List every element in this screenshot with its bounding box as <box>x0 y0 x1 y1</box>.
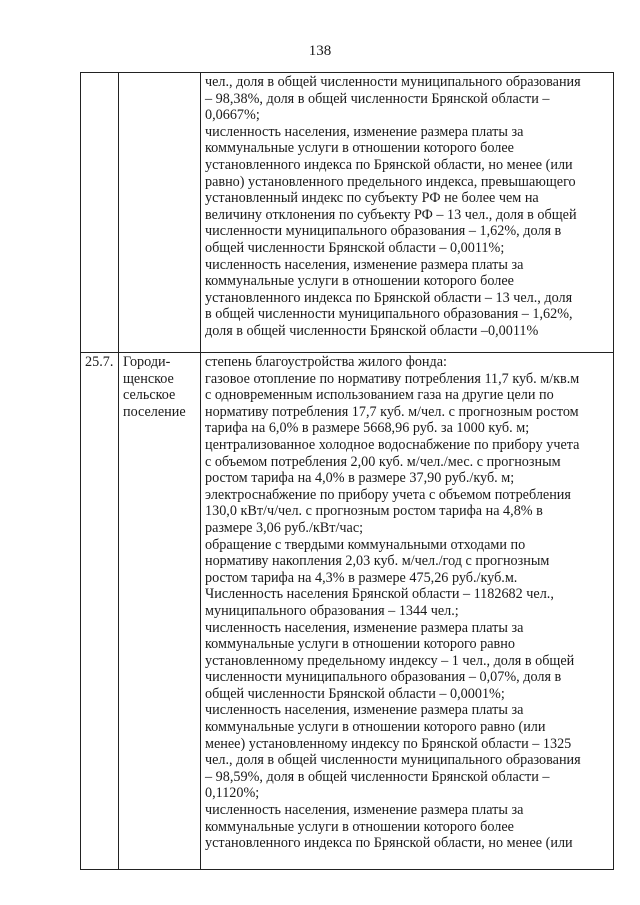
text-line: установленного индекса по Брянской области, но менее (или <box>205 156 573 173</box>
text-line: нормативу потребления 17,7 куб. м/чел. с прогнозным ростом <box>205 403 579 420</box>
description-cell <box>201 73 614 353</box>
text-line: установленного индекса по Брянской области, но менее (или <box>205 835 573 852</box>
text-line: централизованное холодное водоснабжение по прибору учета <box>205 436 580 453</box>
page-number: 138 <box>308 43 332 59</box>
text-line: общей численности Брянской области – 0,0001%; <box>205 685 505 702</box>
municipality-name-cell <box>119 353 201 870</box>
name-line: поселение <box>123 403 186 420</box>
text-line: коммунальные услуги в отношении которого более <box>205 273 514 290</box>
text-line: нормативу накопления 2,03 куб. м/чел./год с прогнозным <box>205 553 550 570</box>
text-line: муниципального образования – 1344 чел.; <box>205 602 459 619</box>
table-row <box>81 73 614 353</box>
text-line: установленный индекс по субъекту РФ не более чем на <box>205 190 539 207</box>
text-line: численность населения, изменение размера платы за <box>205 256 524 273</box>
text-line: менее) установленному индексу по Брянской области – 1325 <box>205 735 572 752</box>
text-line: 130,0 кВт/ч/чел. с прогнозным ростом тарифа на 4,8% в <box>205 503 543 520</box>
text-line: коммунальные услуги в отношении которого равно (или <box>205 719 546 736</box>
text-line: с объемом потребления 2,00 куб. м/чел./мес. с прогнозным <box>205 453 561 470</box>
text-line: равно) установленного предельного индекса, превышающего <box>205 173 576 190</box>
text-line: установленного индекса по Брянской области – 13 чел., доля <box>205 289 573 306</box>
row-number-cell <box>81 73 119 353</box>
text-line: установленному предельному индексу – 1 чел., доля в общей <box>205 652 575 669</box>
text-line: с одновременным использованием газа на другие цели по <box>205 387 554 404</box>
text-line: величину отклонения по субъекту РФ – 13 чел., доля в общей <box>205 206 577 223</box>
text-line: численности муниципального образования – 1,62%, доля в <box>205 223 562 240</box>
text-line: коммунальные услуги в отношении которого равно <box>205 636 515 653</box>
text-line: чел., доля в общей численности муниципального образования <box>205 752 581 769</box>
name-line: сельское <box>123 387 176 404</box>
municipality-name-cell <box>119 73 201 353</box>
text-line: коммунальные услуги в отношении которого более <box>205 140 514 157</box>
text-line: численность населения, изменение размера платы за <box>205 802 524 819</box>
name-line: Городи- <box>123 354 171 370</box>
text-line: 0,0667%; <box>205 107 260 124</box>
text-line: чел., доля в общей численности муниципального образования <box>205 74 581 90</box>
text-line: – 98,59%, доля в общей численности Брянской области – <box>205 768 550 785</box>
text-line: численность населения, изменение размера платы за <box>205 123 524 140</box>
name-line: щенское <box>123 370 174 387</box>
text-line: 0,1120%; <box>205 785 260 802</box>
text-line: ростом тарифа на 4,0% в размере 37,90 руб./куб. м; <box>205 470 515 487</box>
row-number-cell: 25.7. <box>81 353 119 870</box>
text-line: тарифа на 6,0% в размере 5668,96 руб. за 1000 куб. м; <box>205 420 530 437</box>
text-line: ростом тарифа на 4,3% в размере 475,26 руб./куб.м. <box>205 569 518 586</box>
text-line: размере 3,06 руб./кВт/час; <box>205 519 364 536</box>
text-line: газовое отопление по нормативу потребления 11,7 куб. м/кв.м <box>205 370 580 387</box>
text-line: численность населения, изменение размера платы за <box>205 702 524 719</box>
data-table <box>80 72 614 870</box>
text-line: численности муниципального образования – 0,07%, доля в <box>205 669 562 686</box>
text-line: численность населения, изменение размера платы за <box>205 619 524 636</box>
table-row <box>81 353 614 870</box>
text-line: в общей численности муниципального образования – 1,62%, <box>205 306 573 323</box>
text-line: коммунальные услуги в отношении которого более <box>205 818 514 835</box>
description-cell <box>201 353 614 870</box>
text-line: степень благоустройства жилого фонда: <box>205 354 447 370</box>
text-line: обращение с твердыми коммунальными отходами по <box>205 536 526 553</box>
text-line: доля в общей численности Брянской области –0,0011% <box>205 322 539 339</box>
text-line: – 98,38%, доля в общей численности Брянской области – <box>205 90 550 107</box>
text-line: электроснабжение по прибору учета с объемом потребления <box>205 486 571 503</box>
text-line: Численность населения Брянской области – 1182682 чел., <box>205 586 554 603</box>
text-line: общей численности Брянской области – 0,0011%; <box>205 239 505 256</box>
